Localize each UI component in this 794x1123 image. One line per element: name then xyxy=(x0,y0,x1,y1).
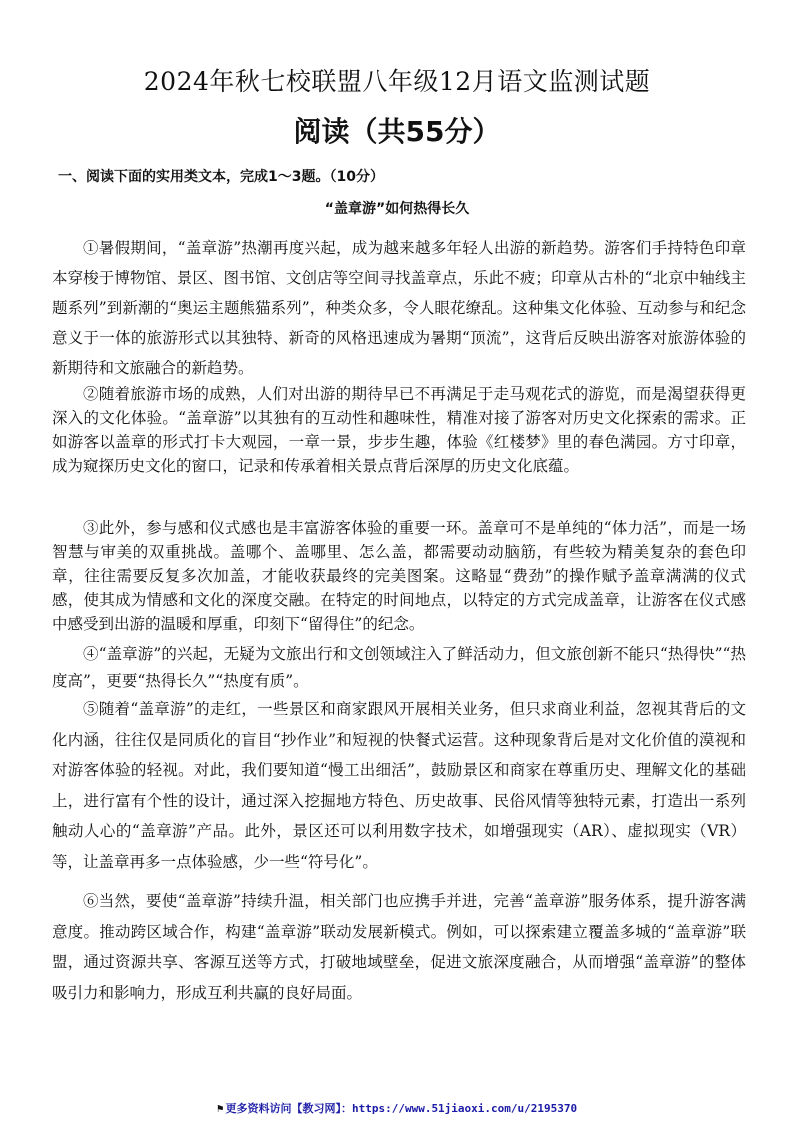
footer-text[interactable]: 更多资料访问【教习网】：https://www.51jiaoxi.com/u/2195370 xyxy=(225,1102,578,1115)
paragraph-1: ①暑假期间，“盖章游”热潮再度兴起，成为越来越多年轻人出游的新趋势。游客们手持特色印章本穿梭于博物馆、景区、图书馆、文创店等空间寻找盖章点，乐此不疲；印章从古朴的“北京中轴线主题系列”到新潮的“奥运主题熊猫系列”，种类众多，令人眼花缭乱。这种集文化体验、互动参与和纪念意义于一体的旅游形式以其独特、新奇的风格迅速成为暑期“顶流”，这背后反映出游客对旅游体验的新期待和文旅融合的新趋势。 xyxy=(52,239,746,377)
article-title: “盖章游”如何热得长久 xyxy=(324,201,470,217)
paragraph-2: ②随着旅游市场的成熟，人们对出游的期待早已不再满足于走马观花式的游览，而是渴望获得更深入的文化体验。“盖章游”以其独有的互动性和趣味性，精准对接了游客对历史文化探索的需求。正如游客以盖章的形式打卡大观园，一章一景，步步生趣，体验《红楼梦》里的春色满园。方寸印章，成为窥探历史文化的窗口，记录和传承着相关景点背后深厚的历史文化底蕴。 xyxy=(52,385,746,475)
paragraph-4: ④“盖章游”的兴起，无疑为文旅出行和文创领域注入了鲜活动力，但文旅创新不能只“热得快”“热度高”，更要“热得长久”“热度有质”。 xyxy=(52,645,746,690)
footer-link[interactable] xyxy=(0,1101,794,1117)
section-subtitle: 阅读（共55分） xyxy=(293,115,501,148)
flag-icon: ⚑ xyxy=(216,1102,224,1115)
paragraph-6: ⑥当然，要使“盖章游”持续升温，相关部门也应携手并进，完善“盖章游”服务体系，提升游客满意度。推动跨区域合作，构建“盖章游”联动发展新模式。例如，可以探索建立覆盖多城的“盖章游”联盟，通过资源共享、客源互送等方式，打破地域壁垒，促进文旅深度融合，从而增强“盖章游”的整体吸引力和影响力，形成互利共赢的良好局面。 xyxy=(52,892,746,1002)
exam-title: 2024年秋七校联盟八年级12月语文监测试题 xyxy=(143,67,651,96)
paragraph-3: ③此外，参与感和仪式感也是丰富游客体验的重要一环。盖章可不是单纯的“体力活”，而是一场智慧与审美的双重挑战。盖哪个、盖哪里、怎么盖，都需要动动脑筋，有些较为精美复杂的套色印章，往往需要反复多次加盖，才能收获最终的完美图案。这略显“费劲”的操作赋予盖章满满的仪式感，使其成为情感和文化的深度交融。在特定的时间地点，以特定的方式完成盖章，让游客在仪式感中感受到出游的温暖和厚重，印刻下“留得住”的纪念。 xyxy=(52,519,746,633)
paragraph-5: ⑤随着“盖章游”的走红，一些景区和商家跟风开展相关业务，但只求商业利益，忽视其背后的文化内涵，往往仅是同质化的盲目“抄作业”和短视的快餐式运营。这种现象背后是对文化价值的漠视和对游客体验的轻视。对此，我们要知道“慢工出细活”，鼓励景区和商家在尊重历史、理解文化的基础上，进行富有个性的设计，通过深入挖掘地方特色、历史故事、民俗风情等独特元素，打造出一系列触动人心的“盖章游”产品。此外，景区还可以利用数字技术，如增强现实（AR）、虚拟现实（VR）等，让盖章再多一点体验感，少一些“符号化”。 xyxy=(52,700,746,871)
question-instruction: 一、阅读下面的实用类文本，完成1～3题。（10分） xyxy=(58,169,384,185)
